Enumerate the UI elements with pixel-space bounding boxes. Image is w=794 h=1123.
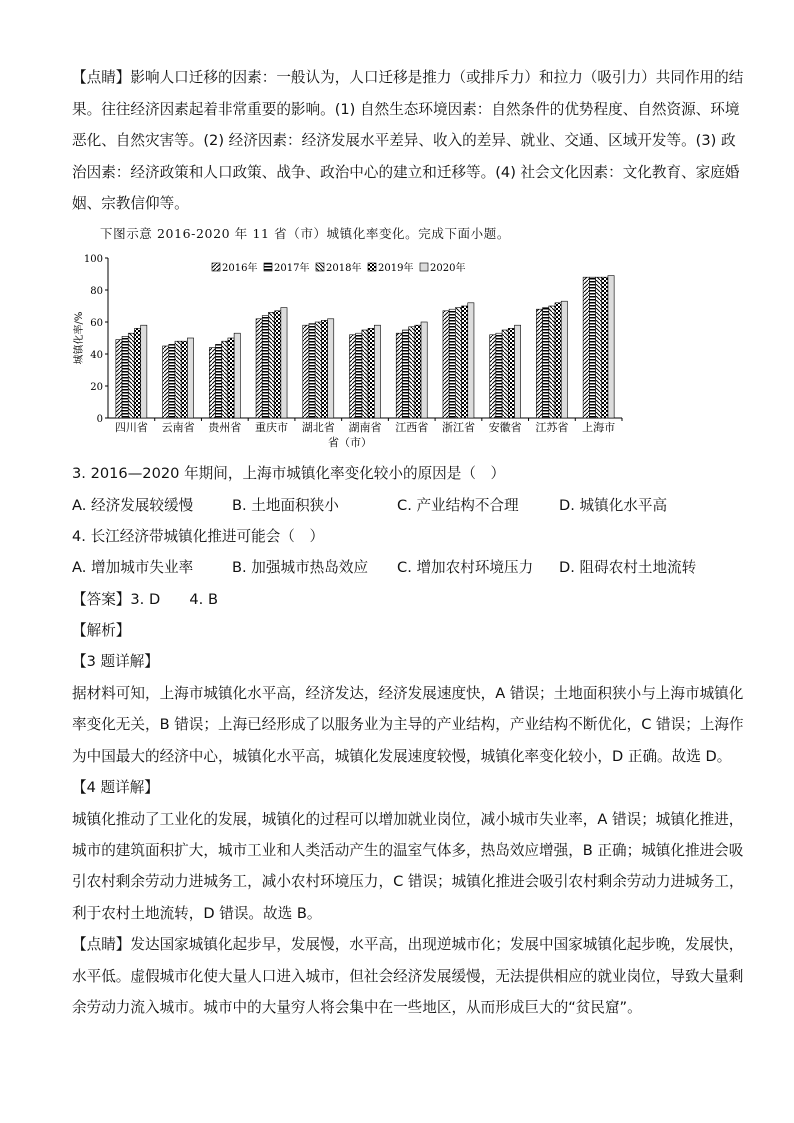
bar bbox=[543, 308, 549, 418]
detail-4-line-1: 城镇化推动了工业化的发展，城镇化的过程可以增加就业岗位，减小城市失业率，A 错误；城镇化推进， bbox=[72, 811, 744, 828]
bar bbox=[462, 306, 468, 418]
bar bbox=[583, 277, 589, 418]
dianjing-2-line-1: 【点睛】发达国家城镇化起步早，发展慢，水平高，出现逆城市化；发展中国家城镇化起步晚，发展快， bbox=[72, 936, 744, 953]
q3-option-c[interactable]: C. 产业结构不合理 bbox=[397, 497, 519, 514]
y-tick-label: 20 bbox=[90, 382, 103, 393]
legend-label: 2019年 bbox=[378, 263, 414, 274]
answer-line bbox=[72, 588, 218, 609]
x-tick-label: 安徽省 bbox=[488, 421, 522, 434]
dianjing-1-line-3: 恶化、自然灾害等。(2) 经济因素：经济发展水平差异、收入的差异、就业、交通、区域开发等。(3) 政 bbox=[72, 132, 736, 149]
bar bbox=[321, 320, 327, 418]
y-tick-label: 80 bbox=[90, 286, 103, 297]
detail-4-line-3: 引农村剩余劳动力进城务工，减小农村环境压力，C 错误；城镇化推进会吸引农村剩余劳动力进城务工， bbox=[72, 873, 744, 890]
dianjing-1-line-5: 姻、宗教信仰等。 bbox=[72, 195, 189, 212]
dianjing-tag: 【点睛】 bbox=[72, 69, 131, 86]
detail-4-title: 【4 题详解】 bbox=[72, 779, 159, 796]
bar bbox=[216, 344, 222, 418]
question-3-stem: 3. 2016—2020 年期间，上海市城镇化率变化较小的原因是（ ） bbox=[72, 465, 506, 482]
x-tick-label: 江苏省 bbox=[535, 421, 569, 434]
bar bbox=[275, 311, 281, 418]
x-tick-label: 贵州省 bbox=[208, 421, 242, 434]
q4-option-a[interactable]: A. 增加城市失业率 bbox=[72, 559, 194, 576]
bar bbox=[262, 316, 268, 418]
y-tick-label: 60 bbox=[90, 318, 103, 329]
bar bbox=[536, 309, 542, 418]
detail-4-line-2: 城市的建筑面积扩大，城市工业和人类活动产生的温室气体多，热岛效应增强，B 正确；城镇化推进会吸 bbox=[72, 842, 744, 859]
x-tick-label: 四川省 bbox=[114, 421, 148, 434]
chart-caption: 下图示意 2016-2020 年 11 省（市）城镇化率变化。完成下面小题。 bbox=[100, 226, 510, 241]
bar bbox=[449, 309, 455, 418]
bar bbox=[374, 325, 380, 418]
bar bbox=[169, 344, 175, 418]
y-tick-label: 40 bbox=[90, 350, 103, 361]
x-tick-label: 重庆市 bbox=[255, 421, 289, 434]
legend-label: 2018年 bbox=[326, 263, 362, 274]
q4-option-c[interactable]: C. 增加农村环境压力 bbox=[397, 559, 534, 576]
bar bbox=[175, 341, 181, 418]
x-axis-label: 省（市） bbox=[328, 436, 372, 449]
y-tick-label: 0 bbox=[96, 414, 103, 425]
q4-option-d[interactable]: D. 阻碍农村土地流转 bbox=[559, 559, 697, 576]
detail-3-title: 【3 题详解】 bbox=[72, 653, 159, 670]
legend-swatch bbox=[316, 263, 324, 271]
detail-3-line-1: 据材料可知，上海市城镇化水平高，经济发达，经济发展速度快，A 错误；土地面积狭小与上海市城镇化 bbox=[72, 685, 744, 702]
answer-tag: 【答案】 bbox=[72, 591, 131, 608]
q4-option-b[interactable]: B. 加强城市热岛效应 bbox=[232, 559, 369, 576]
bar bbox=[163, 346, 169, 418]
bar bbox=[490, 335, 496, 418]
dianjing-1-line-2: 果。往往经济因素起着非常重要的影响。(1) 自然生态环境因素：自然条件的优势程度、自然资源、环境 bbox=[72, 101, 740, 118]
bar bbox=[228, 338, 234, 418]
x-tick-label: 云南省 bbox=[161, 421, 195, 434]
y-tick-label: 100 bbox=[83, 254, 103, 265]
x-tick-label: 湖南省 bbox=[348, 421, 382, 434]
bar bbox=[555, 303, 561, 418]
answer-text: 3. D 4. B bbox=[130, 591, 218, 608]
bar bbox=[415, 325, 421, 418]
dianjing-1-line-1: 【点睛】影响人口迁移的因素：一般认为，人口迁移是推力（或排斥力）和拉力（吸引力）共同作用的结 bbox=[72, 69, 744, 86]
dianjing-1-line-4: 治因素：经济政策和人口政策、战争、政治中心的建立和迁移等。(4) 社会文化因素：文化教育、家庭婚 bbox=[72, 164, 740, 181]
legend-swatch bbox=[212, 263, 220, 271]
legend-label: 2016年 bbox=[222, 263, 258, 274]
bar bbox=[122, 336, 128, 418]
x-tick-label: 湖北省 bbox=[301, 421, 335, 434]
legend-swatch bbox=[368, 263, 376, 271]
bar bbox=[402, 330, 408, 418]
dianjing-2-tag: 【点睛】 bbox=[72, 936, 131, 953]
bar bbox=[409, 327, 415, 418]
x-tick-label: 江西省 bbox=[395, 421, 429, 434]
bar bbox=[309, 324, 315, 418]
bar bbox=[514, 325, 520, 418]
bar bbox=[496, 333, 502, 418]
bar bbox=[187, 338, 193, 418]
q3-option-a[interactable]: A. 经济发展较缓慢 bbox=[72, 497, 194, 514]
bar bbox=[350, 335, 356, 418]
bar bbox=[549, 306, 555, 418]
bar bbox=[134, 328, 140, 418]
y-axis-label: 城镇化率/% bbox=[74, 311, 85, 365]
q3-option-d[interactable]: D. 城镇化水平高 bbox=[559, 497, 668, 514]
bar bbox=[209, 348, 215, 418]
bar bbox=[315, 322, 321, 418]
dianjing-2-line-3: 余劳动力流入城市。城市中的大量穷人将会集中在一些地区，从而形成巨大的“贫民窟”。 bbox=[72, 999, 642, 1016]
bar bbox=[141, 325, 147, 418]
bar bbox=[596, 277, 602, 418]
bar bbox=[421, 322, 427, 418]
bar bbox=[468, 303, 474, 418]
bar bbox=[303, 325, 309, 418]
bar bbox=[116, 340, 122, 418]
q3-option-b[interactable]: B. 土地面积狭小 bbox=[232, 497, 339, 514]
bar bbox=[281, 308, 287, 418]
bar bbox=[256, 319, 262, 418]
legend-swatch bbox=[264, 263, 272, 271]
bar bbox=[222, 341, 228, 418]
bar bbox=[268, 312, 274, 418]
bar bbox=[502, 330, 508, 418]
legend-label: 2017年 bbox=[274, 263, 310, 274]
detail-3-line-3: 为中国最大的经济中心，城镇化水平高，城镇化发展速度较慢，城镇化率变化较小，D 正确。故选 D。 bbox=[72, 748, 732, 765]
bar bbox=[608, 276, 614, 418]
dianjing-2-line-2: 水平低。虚假城市化使大量人口进入城市，但社会经济发展缓慢，无法提供相应的就业岗位，导致大量剩 bbox=[72, 968, 744, 985]
detail-4-line-4: 利于农村土地流转，D 错误。故选 B。 bbox=[72, 905, 322, 922]
bar bbox=[356, 333, 362, 418]
legend-swatch bbox=[420, 263, 428, 271]
bar bbox=[443, 311, 449, 418]
bar bbox=[181, 341, 187, 418]
bar bbox=[589, 277, 595, 418]
analysis-heading: 【解析】 bbox=[72, 622, 131, 639]
bar bbox=[362, 330, 368, 418]
detail-3-line-2: 率变化无关，B 错误；上海已经形成了以服务业为主导的产业结构，产业结构不断优化，C 错误；上海作 bbox=[72, 716, 744, 733]
bar bbox=[455, 308, 461, 418]
bar bbox=[328, 319, 334, 418]
bar bbox=[561, 301, 567, 418]
bar bbox=[368, 328, 374, 418]
x-tick-label: 上海市 bbox=[582, 421, 616, 434]
urbanization-bar-chart bbox=[60, 248, 630, 453]
question-4-stem: 4. 长江经济带城镇化推进可能会（ ） bbox=[72, 528, 325, 545]
legend-label: 2020年 bbox=[430, 263, 466, 274]
bar bbox=[396, 333, 402, 418]
bar bbox=[602, 277, 608, 418]
x-tick-label: 浙江省 bbox=[441, 421, 475, 434]
bar bbox=[508, 328, 514, 418]
bar bbox=[234, 333, 240, 418]
bar bbox=[128, 333, 134, 418]
